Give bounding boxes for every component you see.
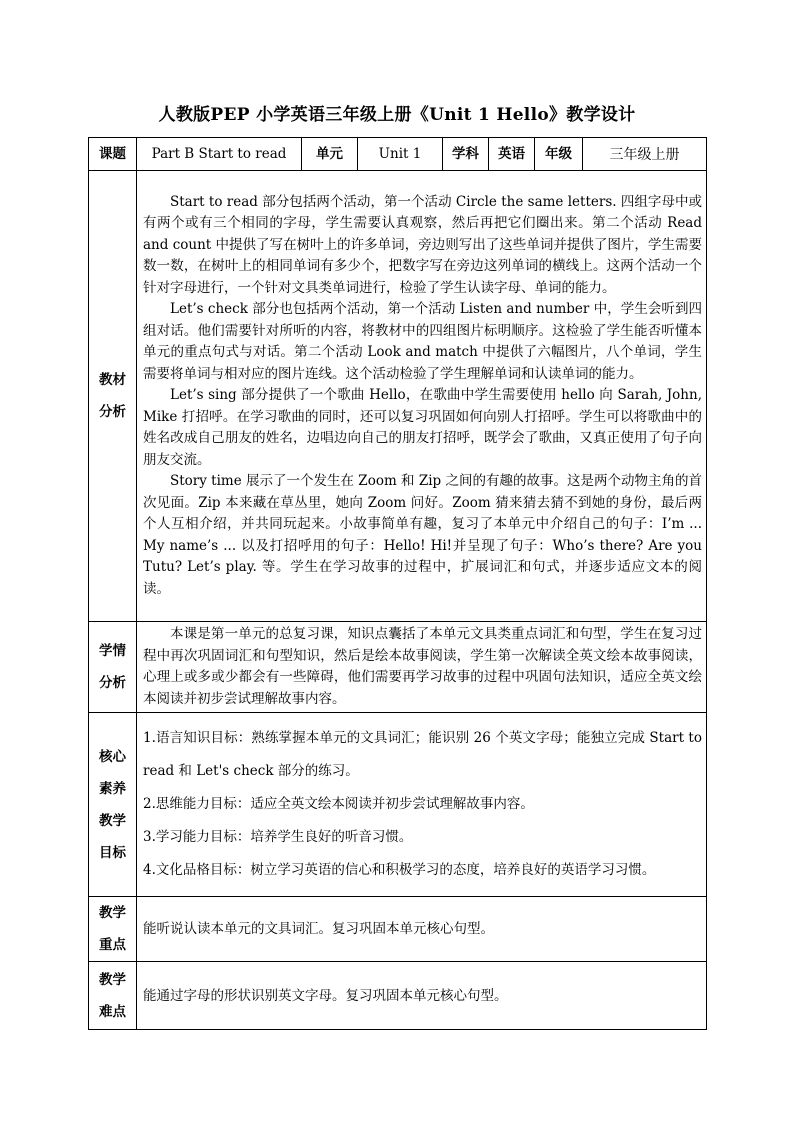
document-title: 人教版PEP 小学英语三年级上册《Unit 1 Hello》教学设计 xyxy=(158,105,636,125)
label-line: 难点 xyxy=(99,1003,126,1020)
key-points-label xyxy=(89,897,137,962)
goal-item: 1.语言知识目标：熟练掌握本单元的文具词汇；能识别 26 个英文字母；能独立完成 Start to read 和 Let's check 部分的练习。 xyxy=(143,730,702,779)
label-line: 素养 xyxy=(99,780,126,797)
textbook-analysis-row xyxy=(89,171,707,622)
header-row xyxy=(89,138,707,171)
paragraph: 本课是第一单元的总复习课，知识点囊括了本单元文具类重点词汇和句型，学生在复习过程中再次巩固词汇和句型知识，然后是绘本故事阅读，学生第一次解读全英文绘本故事阅读，心理上或多或少都会有一些障碍，他们需要再学习故事的过程中巩固句法知识，适应全英文绘本阅读并初步尝试理解故事内容。 xyxy=(143,626,702,707)
label-lesson: 课题 xyxy=(89,138,137,171)
grade-value: 三年级上册 xyxy=(583,138,707,171)
difficult-points-text: 能通过字母的形状识别英文字母。复习巩固本单元核心句型。 xyxy=(143,987,508,1004)
difficult-points-row xyxy=(89,962,707,1030)
lesson-value: Part B Start to read xyxy=(137,138,302,171)
goal-item: 4.文化品格目标：树立学习英语的信心和积极学习的态度，培养良好的英语学习习惯。 xyxy=(143,862,656,878)
student-analysis-row xyxy=(89,622,707,713)
label-line: 教材 xyxy=(99,372,126,388)
core-goals-content xyxy=(137,713,707,897)
core-goals-label xyxy=(89,713,137,897)
label-line: 重点 xyxy=(99,937,126,953)
paragraph: Let’s check 部分也包括两个活动，第一个活动 Listen and number 中，学生会听到四组对话。他们需要针对所听的内容，将教材中的四组图片标明顺序。这检验了学生能否听懂本单元的重点句式与对话。第二个活动 Look and match 中提供了六幅图片，八个单词，学生需要将单词与相对应的图片连线。这个活动检验了学生理解单词和认读单词的能力。 xyxy=(143,301,702,382)
unit-value: Unit 1 xyxy=(358,138,443,171)
label-line: 教学 xyxy=(99,971,126,988)
key-points-content xyxy=(137,897,707,962)
label-grade: 年级 xyxy=(535,138,583,171)
label-line: 教学 xyxy=(99,905,126,921)
paragraph: Start to read 部分包括两个活动，第一个活动 Circle the same letters. 四组字母中或有两个或有三个相同的字母，学生需要认真观察，然后再把它们圈出来。第二个活动 Read and count 中提供了写在树叶上的许多单词，旁边则写出了这些单词并提供了图片，学生需要数一数，在树叶上的相同单词有多少个，把数字写在旁边这列单词的横线上。这两个活动一个针对字母进行，一个针对文具类单词进行，检验了学生认读字母、单词的能力。 xyxy=(143,193,702,296)
difficult-points-label xyxy=(89,962,137,1030)
goal-item: 3.学习能力目标：培养学生良好的听音习惯。 xyxy=(143,829,413,845)
paragraph: Let’s sing 部分提供了一个歌曲 Hello，在歌曲中学生需要使用 hello 向 Sarah, John, Mike 打招呼。在学习歌曲的同时，还可以复习巩固如何向别人打招呼。学生可以将歌曲中的姓名改成自己朋友的姓名，边唱边向自己的朋友打招呼，既学会了歌曲，又真正使用了句子向朋友交流。 xyxy=(143,387,702,468)
label-line: 学情 xyxy=(99,643,126,659)
student-analysis-content xyxy=(137,622,707,713)
lesson-plan-table xyxy=(88,137,707,1030)
goal-item: 2.思维能力目标：适应全英文绘本阅读并初步尝试理解故事内容。 xyxy=(143,796,534,812)
student-analysis-label xyxy=(89,622,137,713)
label-line: 核心 xyxy=(99,748,126,765)
key-points-text: 能听说认读本单元的文具词汇。复习巩固本单元核心句型。 xyxy=(143,921,494,937)
label-line: 目标 xyxy=(99,844,126,861)
difficult-points-content xyxy=(137,962,707,1030)
label-line: 分析 xyxy=(99,404,126,420)
label-subject: 学科 xyxy=(443,138,489,171)
label-line: 分析 xyxy=(99,675,126,691)
label-line: 教学 xyxy=(99,812,126,829)
label-unit: 单元 xyxy=(302,138,358,171)
subject-value: 英语 xyxy=(489,138,535,171)
key-points-row xyxy=(89,897,707,962)
textbook-analysis-label xyxy=(89,171,137,622)
paragraph: Story time 展示了一个发生在 Zoom 和 Zip 之间的有趣的故事。这是两个动物主角的首次见面。Zip 本来藏在草丛里，她向 Zoom 问好。Zoom 猜来猜去猜不到她的身份，最后两个人互相介绍，并共同玩起来。小故事简单有趣，复习了本单元中介绍自己的句子：I’m ... My name’s ... 以及打招呼用的句子：Hello! Hi!并呈现了句子：Who’s there? Are you Tutu? Let’s play. 等。学生在学习故事的过程中，扩展词汇和句式，并逐步适应文本的阅读。 xyxy=(143,473,702,597)
core-goals-row xyxy=(89,713,707,897)
textbook-analysis-content xyxy=(137,171,707,622)
